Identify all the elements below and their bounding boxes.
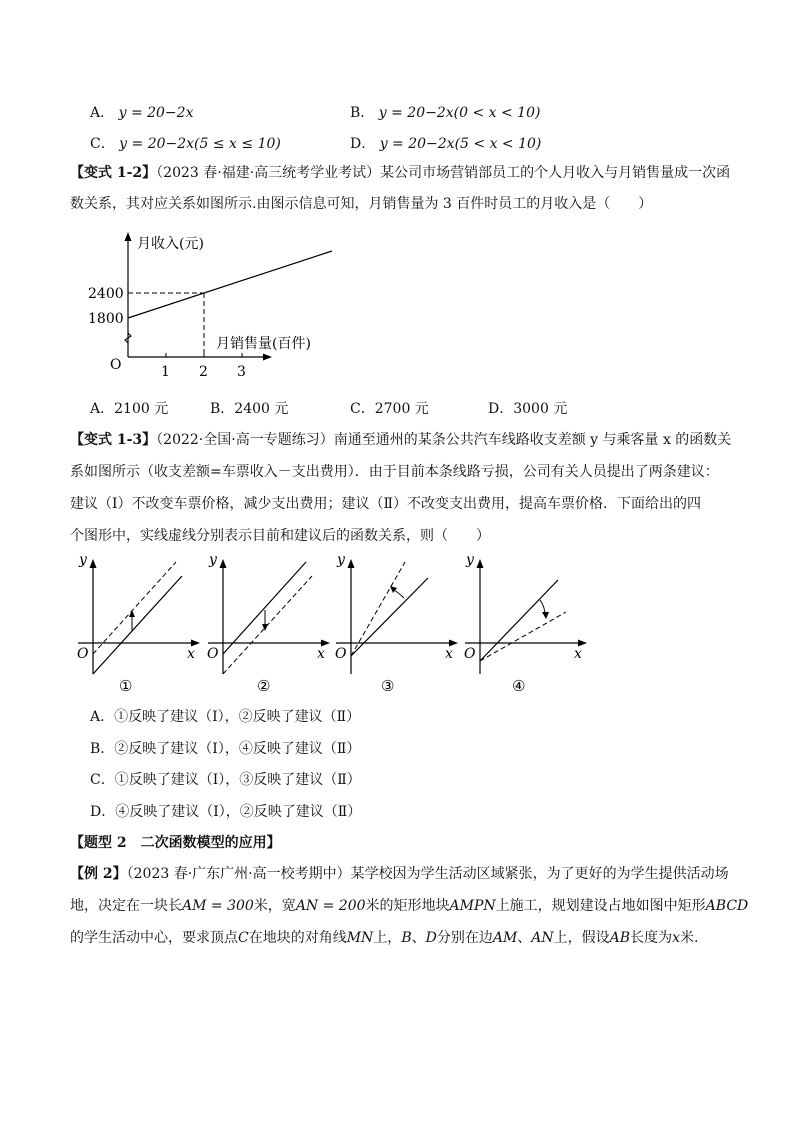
ex2-l3-m8: x bbox=[672, 930, 680, 946]
g2-y-arrow bbox=[220, 559, 227, 568]
g1-shift-arrowhead bbox=[129, 610, 135, 617]
ex2-line1 bbox=[70, 864, 729, 884]
g3-ylabel: y bbox=[337, 552, 345, 568]
v12-graph bbox=[88, 222, 340, 382]
ex2-l3-d: 、 bbox=[411, 930, 426, 946]
v13-line1 bbox=[70, 430, 731, 450]
v12-option-b-label: B． bbox=[210, 401, 235, 417]
g1-xlabel: x bbox=[187, 646, 195, 662]
option-a-label: A． bbox=[90, 105, 115, 121]
ex2-l2-a: 地，决定在一块长 bbox=[70, 898, 182, 914]
option-d-label: D． bbox=[350, 136, 376, 152]
v12-xtick-1: 1 bbox=[161, 364, 170, 380]
v12-option-b bbox=[210, 398, 288, 418]
v13-option-d-text: ④反映了建议（Ⅰ），②反映了建议（Ⅱ） bbox=[115, 804, 362, 820]
g4-rotate-arrowhead bbox=[542, 612, 549, 619]
option-b bbox=[350, 102, 540, 122]
g4-y-arrow bbox=[477, 559, 484, 568]
g3-xlabel: x bbox=[445, 646, 453, 662]
v13-option-b-text: ②反映了建议（Ⅰ），④反映了建议（Ⅱ） bbox=[114, 741, 361, 757]
v13-option-b-label: B． bbox=[90, 741, 115, 757]
ex2-l3-e: 分别在边 bbox=[436, 930, 493, 946]
v13-option-a-label: A． bbox=[90, 709, 115, 725]
g1-dashed-line bbox=[93, 562, 176, 654]
g4-origin: O bbox=[464, 646, 476, 662]
option-a-expr: y = 20−2x bbox=[118, 105, 194, 121]
v12-option-b-text: 2400 元 bbox=[234, 401, 289, 417]
g3-caption: ③ bbox=[381, 677, 395, 695]
v12-line1 bbox=[70, 163, 730, 183]
ex2-l3-m4: D bbox=[425, 930, 437, 946]
v12-option-d bbox=[488, 398, 567, 418]
ex2-l2-m4: ABCD bbox=[705, 898, 749, 914]
g1-solid-line bbox=[93, 576, 182, 674]
ex2-l3-h: 长度为 bbox=[630, 930, 673, 946]
ex2-l3-g: 上，假设 bbox=[553, 930, 610, 946]
g2-ylabel: y bbox=[209, 552, 217, 568]
g4-solid-line bbox=[480, 580, 558, 661]
v12-origin: O bbox=[110, 357, 122, 373]
g3-rotate-arrowhead bbox=[390, 586, 397, 593]
ex2-l3-m7: AB bbox=[609, 930, 631, 946]
g2-origin: O bbox=[207, 646, 219, 662]
v13-graph-4 bbox=[462, 548, 592, 698]
g1-y-arrow bbox=[90, 559, 97, 568]
ex2-line2 bbox=[70, 896, 748, 916]
ex2-l3-f: 、 bbox=[517, 930, 532, 946]
v12-xlabel: 月销售量(百件) bbox=[216, 336, 311, 352]
v13-text1: （2022·全国·高一专题练习）南通至通州的某条公共汽车线路收支差额 y 与乘客量 x 的函数关 bbox=[156, 432, 732, 448]
ex2-l3-m5: AM bbox=[492, 930, 518, 946]
option-d-expr: y = 20−2x(5 < x < 10) bbox=[379, 136, 542, 152]
ex2-l3-i: 米. bbox=[679, 930, 699, 946]
v13-option-c bbox=[90, 769, 361, 789]
ex2-line3 bbox=[70, 928, 698, 948]
g1-origin: O bbox=[77, 646, 89, 662]
ex2-l3-a: 的学生活动中心，要求顶点 bbox=[70, 930, 238, 946]
v13-line4: 个图形中，实线虚线分别表示目前和建议后的函数关系，则（ ） bbox=[70, 528, 490, 544]
ex2-tag: 【例 2】 bbox=[70, 866, 127, 882]
v13-option-a bbox=[90, 706, 360, 726]
g2-xlabel: x bbox=[317, 646, 325, 662]
g3-origin: O bbox=[335, 646, 347, 662]
option-c-expr: y = 20−2x(5 ≤ x ≤ 10) bbox=[119, 136, 281, 152]
v12-tag: 【变式 1-2】 bbox=[70, 165, 157, 181]
v12-y-arrow bbox=[125, 232, 132, 241]
v13-option-d bbox=[90, 801, 361, 821]
v12-option-d-label: D． bbox=[488, 401, 514, 417]
section-2-title: 【题型 2 二次函数模型的应用】 bbox=[70, 835, 281, 851]
v12-ytick-1800: 1800 bbox=[88, 311, 124, 327]
option-a bbox=[90, 102, 193, 122]
g3-y-arrow bbox=[348, 559, 355, 568]
g4-dashed-line bbox=[480, 612, 566, 661]
v13-option-d-label: D． bbox=[90, 804, 116, 820]
v12-xtick-3: 3 bbox=[237, 364, 246, 380]
v12-option-a-text: 2100 元 bbox=[114, 401, 169, 417]
ex2-l2-c: 米的矩形地块 bbox=[365, 898, 450, 914]
v12-option-d-text: 3000 元 bbox=[513, 401, 568, 417]
ex2-l2-m1: AM = 300 bbox=[182, 898, 254, 914]
ex2-l2-d: 上施工，规划建设占地如图中矩形 bbox=[495, 898, 706, 914]
g1-caption: ① bbox=[119, 677, 133, 695]
v12-text1: （2023 春·福建·高三统考学业考试）某公司市场营销部员工的个人月收入与月销售量成一次函 bbox=[156, 165, 731, 181]
v13-option-c-text: ①反映了建议（Ⅰ），③反映了建议（Ⅱ） bbox=[114, 772, 361, 788]
v12-option-c-label: C． bbox=[350, 401, 375, 417]
ex2-l2-m3: AMPN bbox=[449, 898, 496, 914]
v13-line3: 建议（Ⅰ）不改变车票价格，减少支出费用；建议（Ⅱ）不改变支出费用，提高车票价格．下面给出的四 bbox=[70, 496, 702, 512]
v12-income-line bbox=[128, 251, 332, 318]
v13-tag: 【变式 1-3】 bbox=[70, 432, 157, 448]
v12-option-a-label: A． bbox=[90, 401, 115, 417]
v12-option-c bbox=[350, 398, 429, 418]
g2-caption: ② bbox=[257, 677, 271, 695]
v13-graph-3 bbox=[333, 548, 463, 698]
v13-line2: 系如图所示（收支差额=车票收入－支出费用）．由于目前本条线路亏损，公司有关人员提出了两条建议： bbox=[70, 464, 719, 480]
option-c bbox=[90, 133, 281, 153]
v13-option-b bbox=[90, 738, 360, 758]
v12-xtick-2: 2 bbox=[199, 364, 208, 380]
v12-option-a bbox=[90, 398, 168, 418]
ex2-l3-m2: MN bbox=[346, 930, 374, 946]
option-b-expr: y = 20−2x(0 < x < 10) bbox=[378, 105, 541, 121]
option-d bbox=[350, 133, 541, 153]
ex2-l3-m3: B bbox=[401, 930, 412, 946]
ex2-l2-b: 米，宽 bbox=[253, 898, 296, 914]
option-b-label: B． bbox=[350, 105, 375, 121]
ex2-text1: （2023 春·广东广州·高一校考期中）某学校因为学生活动区域紧张，为了更好的为学生提供活动场 bbox=[126, 866, 729, 882]
v12-ylabel: 月收入(元) bbox=[137, 236, 204, 252]
v12-line2: 数关系，其对应关系如图所示.由图示信息可知，月销售量为 3 百件时员工的月收入是（ ） bbox=[70, 196, 653, 212]
ex2-l3-b: 在地块的对角线 bbox=[248, 930, 347, 946]
v13-graph-1 bbox=[75, 548, 205, 698]
g1-ylabel: y bbox=[79, 552, 87, 568]
ex2-l2-m2: AN = 200 bbox=[295, 898, 366, 914]
option-c-label: C． bbox=[90, 136, 115, 152]
ex2-l3-c: 上， bbox=[373, 930, 402, 946]
g2-solid-line bbox=[223, 562, 306, 654]
v12-ytick-2400: 2400 bbox=[88, 286, 124, 302]
v12-option-c-text: 2700 元 bbox=[374, 401, 429, 417]
ex2-l3-m6: AN bbox=[531, 930, 554, 946]
v13-option-c-label: C． bbox=[90, 772, 115, 788]
g4-ylabel: y bbox=[466, 552, 474, 568]
v12-x-arrow bbox=[263, 354, 272, 361]
v13-option-a-text: ①反映了建议（Ⅰ），②反映了建议（Ⅱ） bbox=[114, 709, 361, 725]
g4-xlabel: x bbox=[574, 646, 582, 662]
ex2-l3-m1: C bbox=[238, 930, 249, 946]
v13-graph-2 bbox=[205, 548, 335, 698]
g4-caption: ④ bbox=[512, 677, 526, 695]
